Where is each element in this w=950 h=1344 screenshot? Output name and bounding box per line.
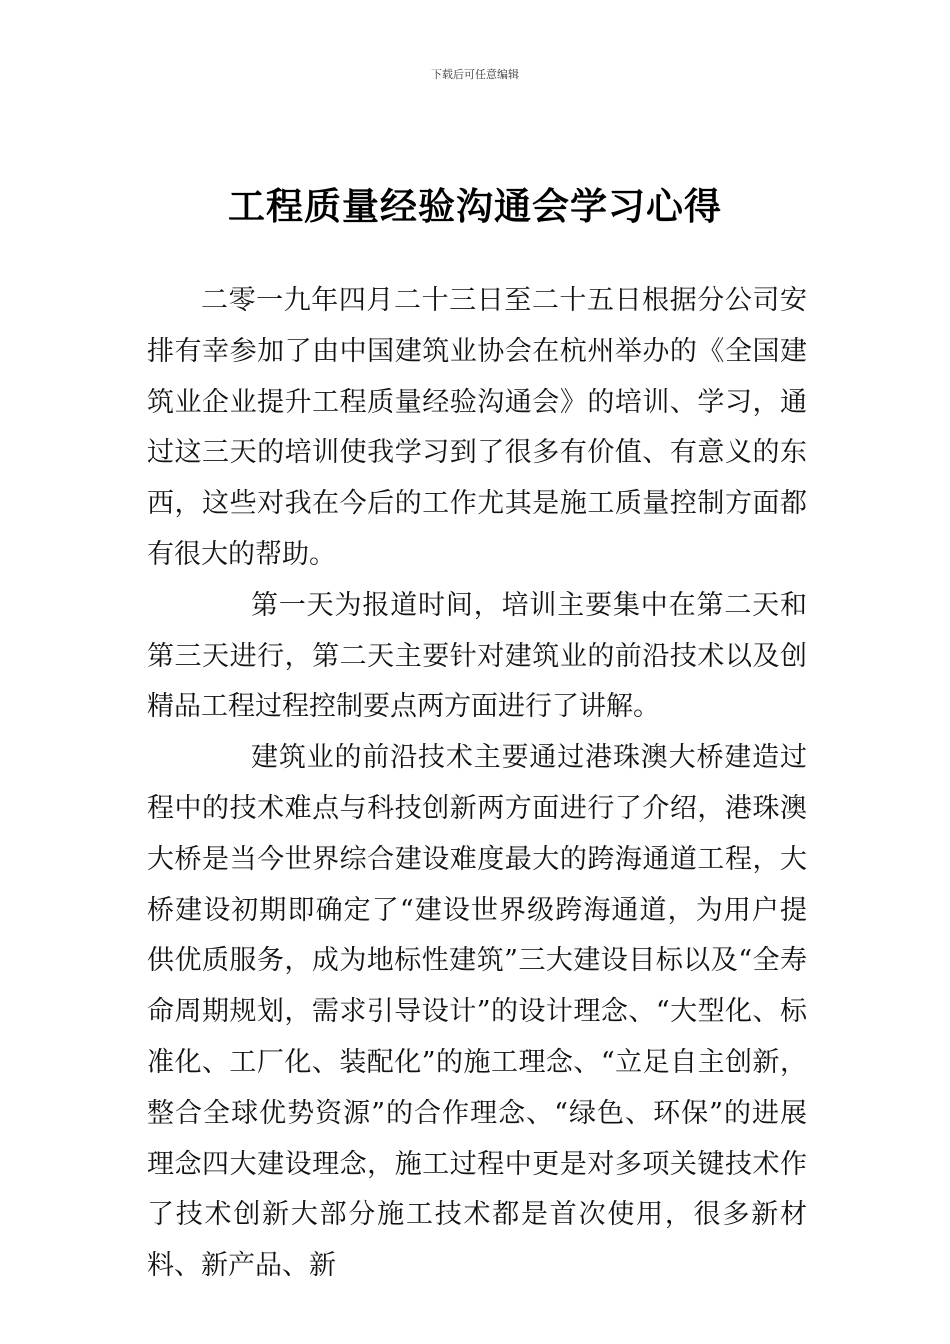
paragraph-3: 建筑业的前沿技术主要通过港珠澳大桥建造过程中的技术难点与科技创新两方面进行了介绍，港珠澳大桥是当今世界综合建设难度最大的跨海通道工程，大桥建设初期即确定了“建设世界级跨海通道，为用户提供优质服务，成为地标性建筑”三大建设目标以及“全寿命周期规划，需求引导设计”的设计理念、“大型化、标准化、工厂化、装配化”的施工理念、“立足自主创新，整合全球优势资源”的合作理念、“绿色、环保”的进展理念四大建设理念，施工过程中更是对多项关键技术作了技术创新大部分施工技术都是首次使用，很多新材料、新产品、新 (147, 742, 807, 1282)
paragraph-2: 第一天为报道时间，培训主要集中在第二天和第三天进行，第二天主要针对建筑业的前沿技术以及创精品工程过程控制要点两方面进行了讲解。 (147, 589, 807, 723)
paragraph-1: 二零一九年四月二十三日至二十五日根据分公司安排有幸参加了由中国建筑业协会在杭州举办的《全国建筑业企业提升工程质量经验沟通会》的培训、学习，通过这三天的培训使我学习到了很多有价值、有意义的东西，这些对我在今后的工作尤其是施工质量控制方面都有很大的帮助。 (147, 285, 807, 570)
header-note: 下载后可任意编辑 (431, 68, 519, 81)
document-title: 工程质量经验沟通会学习心得 (228, 185, 722, 228)
document-body (147, 276, 807, 1292)
